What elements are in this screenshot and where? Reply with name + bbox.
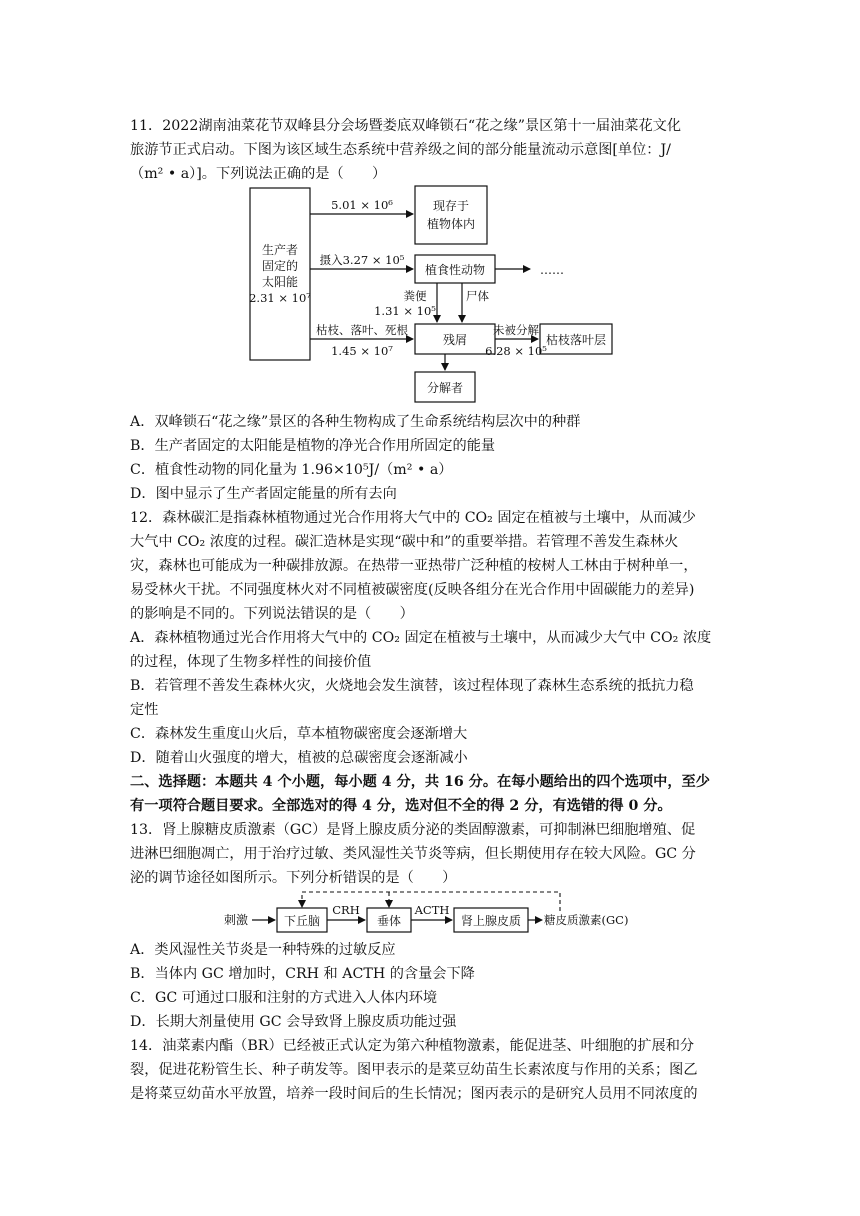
undecomposed-label: 未被分解 <box>493 323 539 337</box>
producer-label: 固定的 <box>261 259 299 273</box>
q11-option-d: D．图中显示了生产者固定能量的所有去向 <box>130 486 397 502</box>
q11-option-c: C．植食性动物的同化量为 1.96×10⁵J/（m² • a） <box>130 462 453 478</box>
q13-option-b: B．当体内 GC 增加时，CRH 和 ACTH 的含量会下降 <box>130 966 475 982</box>
acth-label: ACTH <box>414 903 450 917</box>
producer-box <box>250 188 310 360</box>
q14-stem-line: 裂，促进花粉管生长、种子萌发等。图甲表示的是菜豆幼苗生长素浓度与作用的关系；图乙 <box>130 1062 698 1078</box>
q13-stem-line: 泌的调节途径如图所示。下列分析错误的是（ ） <box>130 870 457 886</box>
stored-energy-box <box>415 186 487 244</box>
feces-value: 1.31 × 10⁵ <box>374 304 436 318</box>
producer-value: 2.31 × 10⁷ <box>249 291 311 305</box>
q11-option-a: A．双峰锁石“花之缘”景区的各种生物构成了生命系统结构层次中的种群 <box>130 414 581 430</box>
q12-option-c: C．森林发生重度山火后，草本植物碳密度会逐渐增大 <box>130 726 468 742</box>
q12-option-d: D．随着山火强度的增大，植被的总碳密度会逐渐减小 <box>130 750 468 766</box>
continuation-dots: …… <box>540 263 564 277</box>
q12-stem-line: 12．森林碳汇是指森林植物通过光合作用将大气中的 CO₂ 固定在植被与土壤中，从而减少 <box>130 510 696 526</box>
section-2-line: 二、选择题：本题共 4 个小题，每小题 4 分，共 16 分。在每小题给出的四个选项中，至少 <box>130 774 710 790</box>
q12-option-a-cont: 的过程，体现了生物多样性的间接价值 <box>130 654 372 670</box>
feces-label: 粪便 <box>403 289 427 303</box>
stored-energy-value: 5.01 × 10⁶ <box>331 198 393 212</box>
litter-layer-label: 枯枝落叶层 <box>545 333 607 347</box>
gc-regulation-diagram <box>222 884 652 940</box>
q14-stem <box>130 1034 742 1106</box>
q11-options <box>130 410 742 506</box>
q14-stem-line: 是将菜豆幼苗水平放置，培养一段时间后的生长情况；图丙表示的是研究人员用不同浓度的 <box>130 1086 698 1102</box>
producer-label: 生产者 <box>261 243 299 257</box>
pituitary-label: 垂体 <box>376 914 402 928</box>
q12-option-b-cont: 定性 <box>130 702 159 718</box>
section-2-line: 有一项符合题目要求。全部选对的得 4 分，选对但不全的得 2 分，有选错的得 0 分。 <box>130 798 672 814</box>
intake-value: 摄入3.27 × 10⁵ <box>319 253 405 267</box>
q13-stem-line: 13．肾上腺糖皮质激素（GC）是肾上腺皮质分泌的类固醇激素，可抑制淋巴细胞增殖、促 <box>130 822 696 838</box>
q13-option-c: C．GC 可通过口服和注射的方式进入人体内环境 <box>130 990 438 1006</box>
stored-energy-label: 植物体内 <box>426 217 476 231</box>
stored-energy-label: 现存于 <box>432 199 470 213</box>
q12-stem-line: 大气中 CO₂ 浓度的过程。碳汇造林是实现“碳中和”的重要举措。若管理不善发生森林火 <box>130 534 679 550</box>
q13-stem <box>130 818 742 890</box>
gc-label: 糖皮质激素(GC) <box>544 913 629 927</box>
energy-flow-diagram <box>240 174 640 406</box>
q12-option-b: B．若管理不善发生森林火灾，火烧地会发生演替，该过程体现了森林生态系统的抵抗力稳 <box>130 678 694 694</box>
corpse-label: 尸体 <box>466 289 489 303</box>
herbivore-label: 植食性动物 <box>424 263 486 277</box>
q12-stem-line: 易受林火干扰。不同强度林火对不同植被碳密度(反映各组分在光合作用中固碳能力的差异) <box>130 582 695 598</box>
stimulus-label: 刺激 <box>224 913 249 927</box>
q11-stem-line: （m² • a）]。下列说法正确的是（ ） <box>130 166 387 182</box>
q13-options <box>130 938 742 1034</box>
q12-stem <box>130 506 742 770</box>
producer-label: 太阳能 <box>261 275 299 289</box>
q11-stem-line: 11．2022湖南油菜花节双峰县分会场暨娄底双峰锁石“花之缘”景区第十一届油菜花文化 <box>130 118 682 134</box>
q13-option-d: D．长期大剂量使用 GC 会导致肾上腺皮质功能过强 <box>130 1014 457 1030</box>
undecomposed-value: 6.28 × 10⁵ <box>485 344 547 358</box>
section-2-heading <box>130 770 742 818</box>
hypothalamus-label: 下丘脑 <box>283 914 321 928</box>
residue-label: 残屑 <box>442 333 468 347</box>
q13-stem-line: 进淋巴细胞凋亡，用于治疗过敏、类风湿性关节炎等病，但长期使用存在较大风险。GC 分 <box>130 846 696 862</box>
q14-stem-line: 14．油菜素内酯（BR）已经被正式认定为第六种植物激素，能促进茎、叶细胞的扩展和分 <box>130 1038 695 1054</box>
dead-matter-value: 1.45 × 10⁷ <box>331 344 393 358</box>
dead-matter-label: 枯枝、落叶、死根 <box>316 323 408 337</box>
q11-option-b: B．生产者固定的太阳能是植物的净光合作用所固定的能量 <box>130 438 496 454</box>
q12-stem-line: 的影响是不同的。下列说法错误的是（ ） <box>130 606 414 622</box>
decomposer-label: 分解者 <box>426 381 464 395</box>
q12-option-a: A．森林植物通过光合作用将大气中的 CO₂ 固定在植被与土壤中，从而减少大气中 CO₂ 浓度 <box>130 630 712 646</box>
q12-stem-line: 灾，森林也可能成为一种碳排放源。在热带一亚热带广泛种植的桉树人工林由于树种单一， <box>130 558 698 574</box>
crh-label: CRH <box>332 903 360 917</box>
q13-option-a: A．类风湿性关节炎是一种特殊的过敏反应 <box>130 942 396 958</box>
adrenal-cortex-label: 肾上腺皮质 <box>460 914 522 928</box>
q11-stem-line: 旅游节正式启动。下图为该区域生态系统中营养级之间的部分能量流动示意图[单位：J/ <box>130 142 671 158</box>
